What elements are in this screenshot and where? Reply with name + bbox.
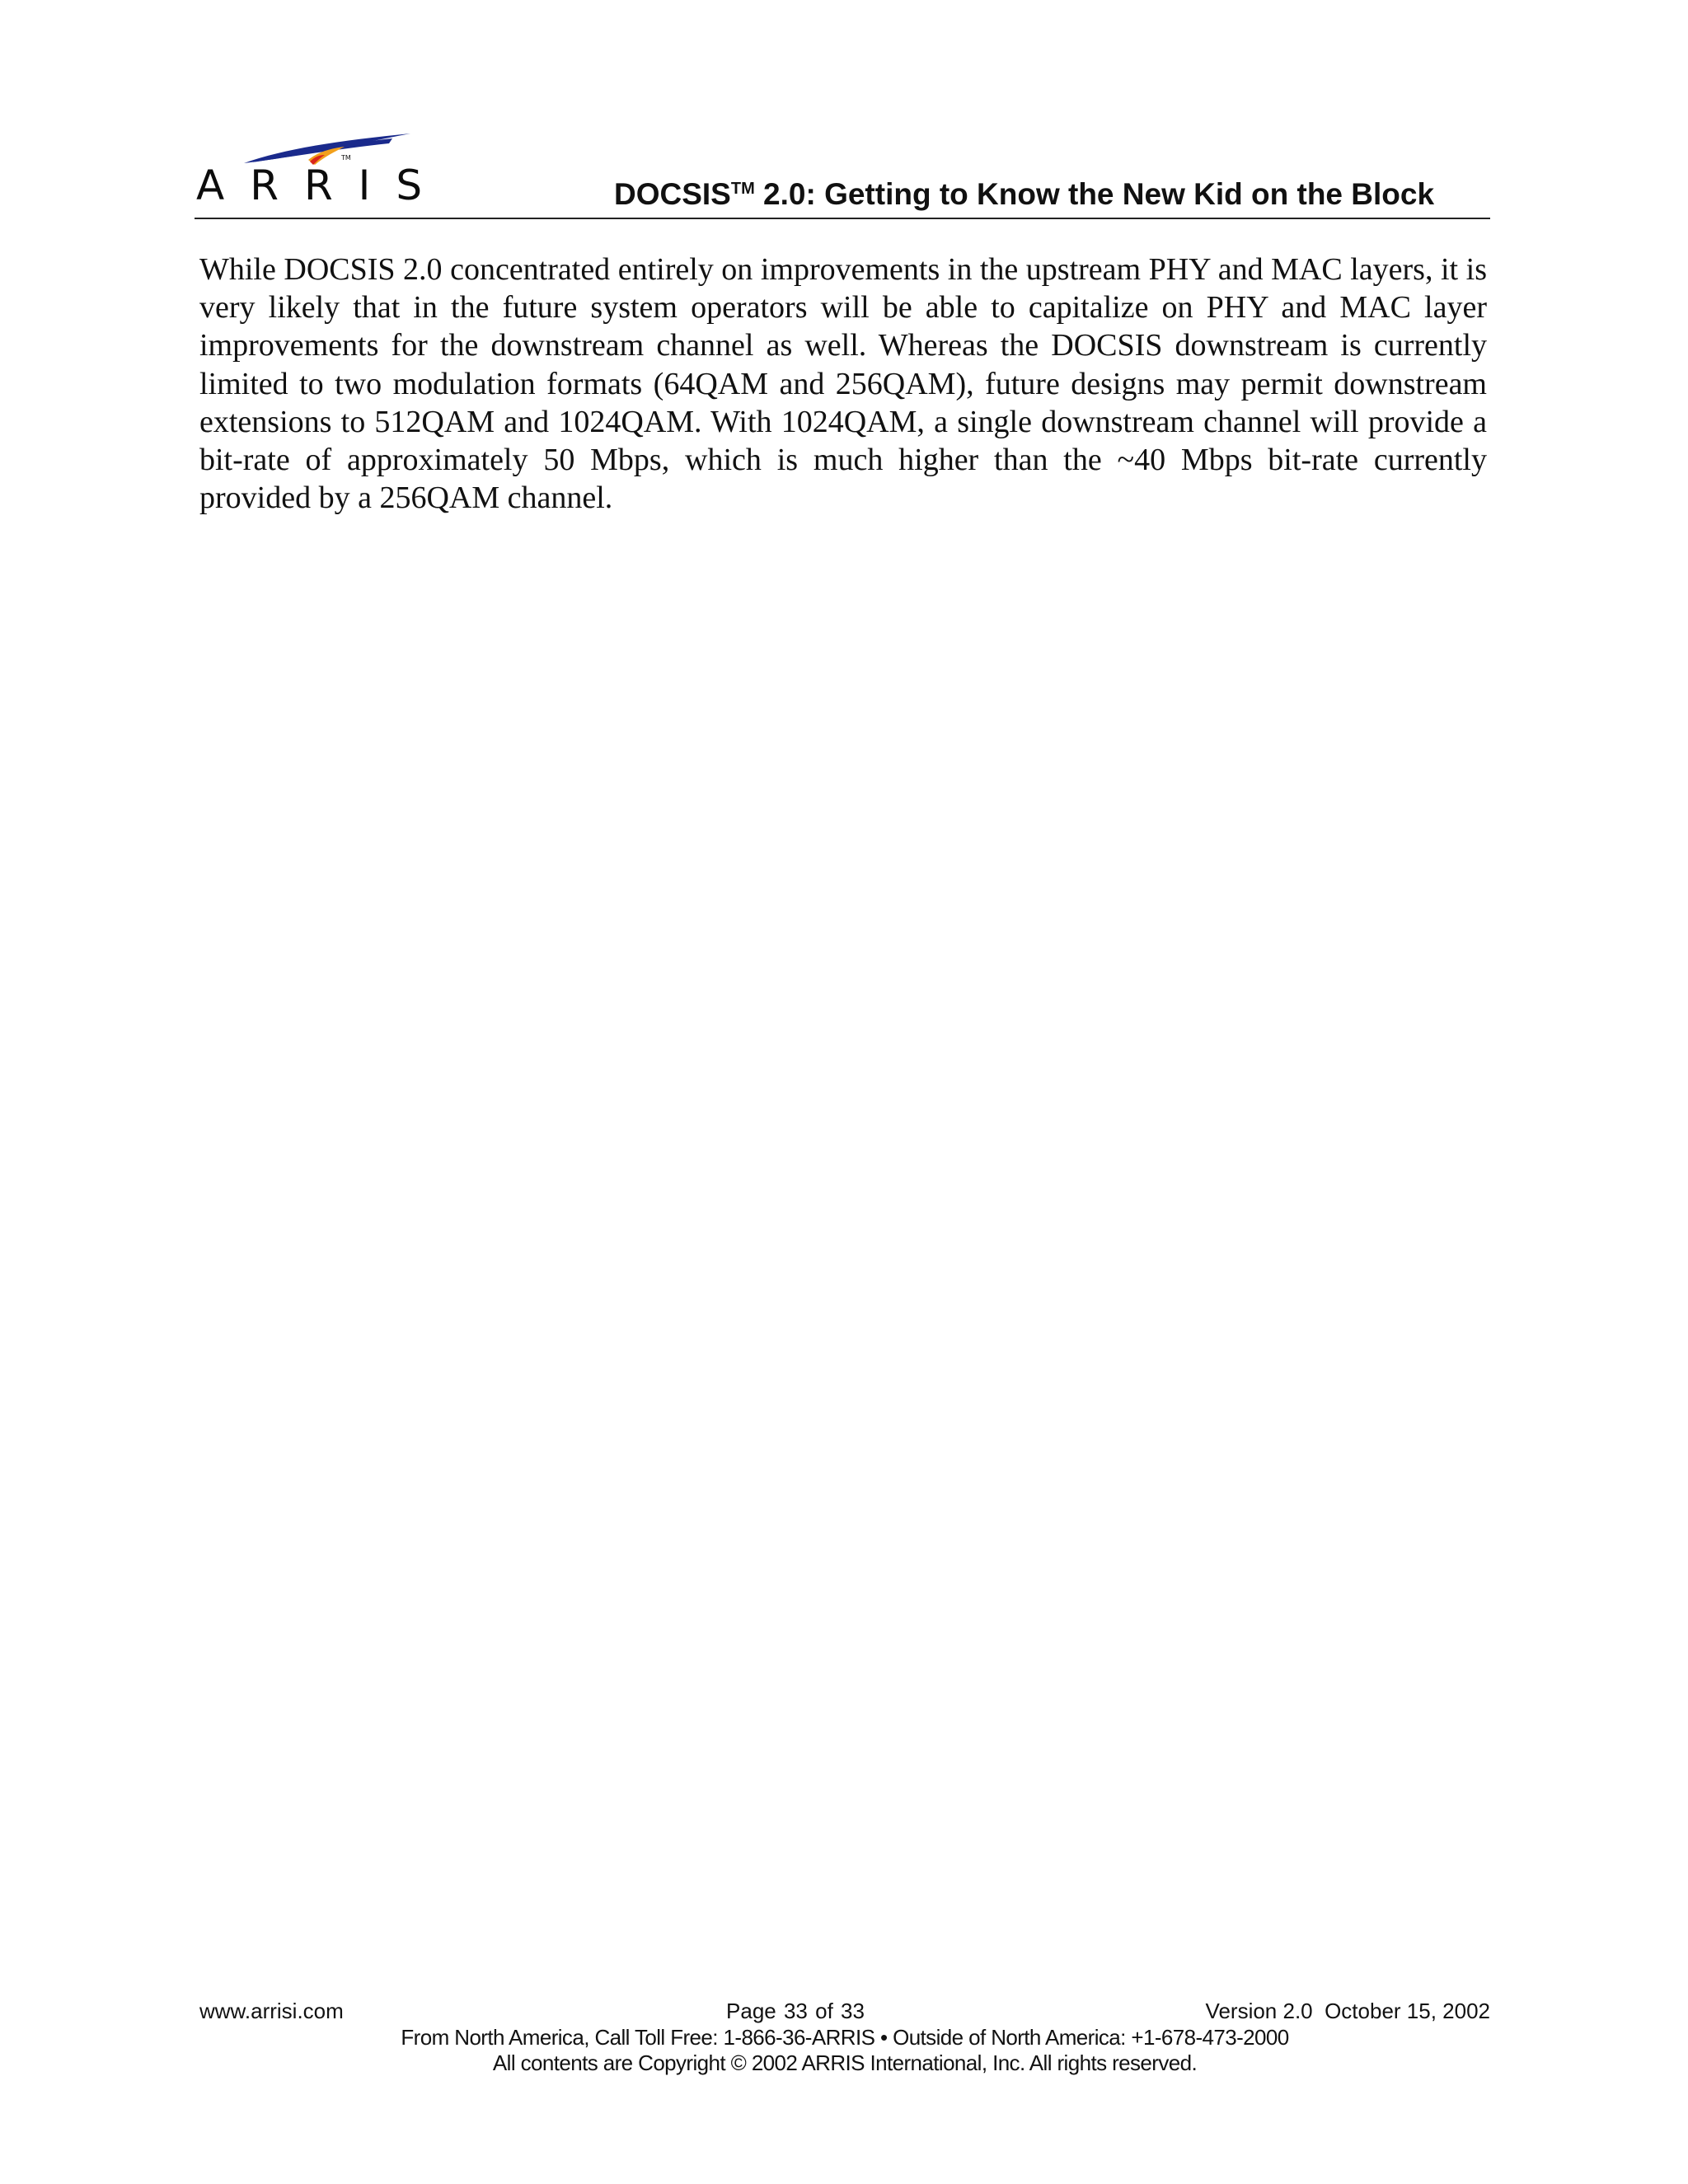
svg-text:TM: TM xyxy=(341,154,351,162)
page-footer xyxy=(199,1999,1490,2076)
header-divider xyxy=(195,218,1490,219)
arris-logo xyxy=(195,130,448,213)
footer-url: www.arrisi.com xyxy=(199,1999,344,2023)
footer-phone-line: From North America, Call Toll Free: 1-866-36-ARRIS • Outside of North America: +1-678-473-2000 xyxy=(401,2025,1289,2050)
header-title-rest: 2.0: Getting to Know the New Kid on the Block xyxy=(754,177,1435,211)
footer-copyright-line: All contents are Copyright © 2002 ARRIS International, Inc. All rights reserved. xyxy=(492,2050,1198,2075)
page-header-title xyxy=(614,178,1479,212)
footer-page-number: Page 33 of 33 xyxy=(726,1999,865,2023)
logo-wordmark: ARRIS xyxy=(196,162,448,209)
footer-version-date: Version 2.0 October 15, 2002 xyxy=(1205,1999,1490,2023)
header-title-prefix: DOCSIS xyxy=(614,177,731,211)
footer-top-row xyxy=(199,1999,1490,2025)
body-paragraph: While DOCSIS 2.0 concentrated entirely on improvements in the upstream PHY and MAC layers, it is very likely that in the future system operators will be able to capitalize on PHY and MAC layer improvements for the downstream channel as well. Whereas the DOCSIS downstream is currently limited to two modulation formats (64QAM and 256QAM), future designs may permit downstream extensions to 512QAM and 1024QAM. With 1024QAM, a single downstream channel will provide a bit-rate of approximately 50 Mbps, which is much higher than the ~40 Mbps bit-rate currently provided by a 256QAM channel. xyxy=(199,252,1487,516)
trademark-mark: TM xyxy=(730,180,755,198)
